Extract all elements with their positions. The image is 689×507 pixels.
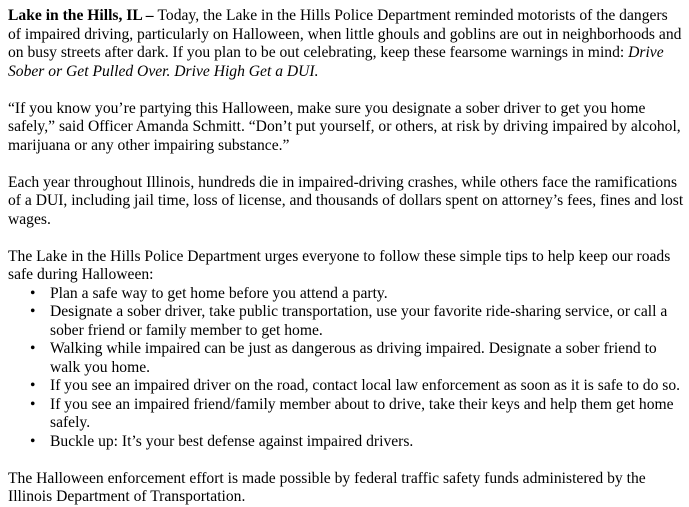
text-run-regular: “If you know you’re partying this Halloween, make sure you designate a sober driver to get you home safely,” said Officer Amanda Schmitt. “Don’t put yourself, or others, at risk by driving impaired by alcohol, marijuana or any other impairing substance.” <box>8 99 681 154</box>
text-run-regular: The Lake in the Hills Police Department urges everyone to follow these simple tips to help keep our roads safe during Halloween: <box>8 247 671 283</box>
bullet-item <box>8 377 684 396</box>
bullet-item <box>8 285 684 304</box>
bullet-icon: • <box>30 395 36 413</box>
text-run-italic: Drive Sober or Get Pulled Over. Drive High Get a DUI. <box>8 44 664 80</box>
bullet-item <box>8 396 684 433</box>
bullet-icon: • <box>30 377 36 394</box>
bullet-item <box>8 340 684 377</box>
bullet-item <box>8 433 684 452</box>
bullet-text: If you see an impaired driver on the road, contact local law enforcement as soon as it is safe to do so. <box>50 377 681 394</box>
bullet-text: Buckle up: It’s your best defense against impaired drivers. <box>50 432 414 450</box>
bullet-item <box>8 303 684 340</box>
bullet-icon: • <box>30 284 36 302</box>
bullet-text: Walking while impaired can be just as dangerous as driving impaired. Designate a sober friend to walk you home. <box>50 340 657 376</box>
bullet-text: If you see an impaired friend/family member about to drive, take their keys and help them get home safely. <box>50 395 674 431</box>
paragraph <box>8 174 684 230</box>
bullet-text: Plan a safe way to get home before you attend a party. <box>50 284 388 302</box>
paragraph <box>8 7 684 81</box>
paragraph <box>8 248 684 285</box>
text-run-regular: Today, the Lake in the Hills Police Department reminded motorists of the dangers of impaired driving, particularly on Halloween, when little ghouls and goblins are out in neighborhoods and on busy streets after dark. If you plan to be out celebrating, keep these fearsome warnings in mind: <box>8 7 682 61</box>
text-run-regular: Each year throughout Illinois, hundreds die in impaired-driving crashes, while others face the ramifications of a DUI, including jail time, loss of license, and thousands of dollars spent on attorney’s fees, fines and lost wages. <box>8 173 684 228</box>
safety-tips-bullet-list <box>8 285 684 452</box>
bullet-icon: • <box>30 303 36 320</box>
bullet-icon: • <box>30 340 36 357</box>
bullet-icon: • <box>30 432 36 450</box>
paragraph <box>8 100 684 156</box>
paragraph <box>8 470 684 507</box>
text-run-bold: Lake in the Hills, IL – <box>8 7 158 24</box>
text-run-regular: The Halloween enforcement effort is made possible by federal traffic safety funds administered by the Illinois Department of Transportation. <box>8 469 646 505</box>
bullet-text: Designate a sober driver, take public transportation, use your favorite ride-sharing service, or call a sober friend or family member to get home. <box>50 303 668 339</box>
